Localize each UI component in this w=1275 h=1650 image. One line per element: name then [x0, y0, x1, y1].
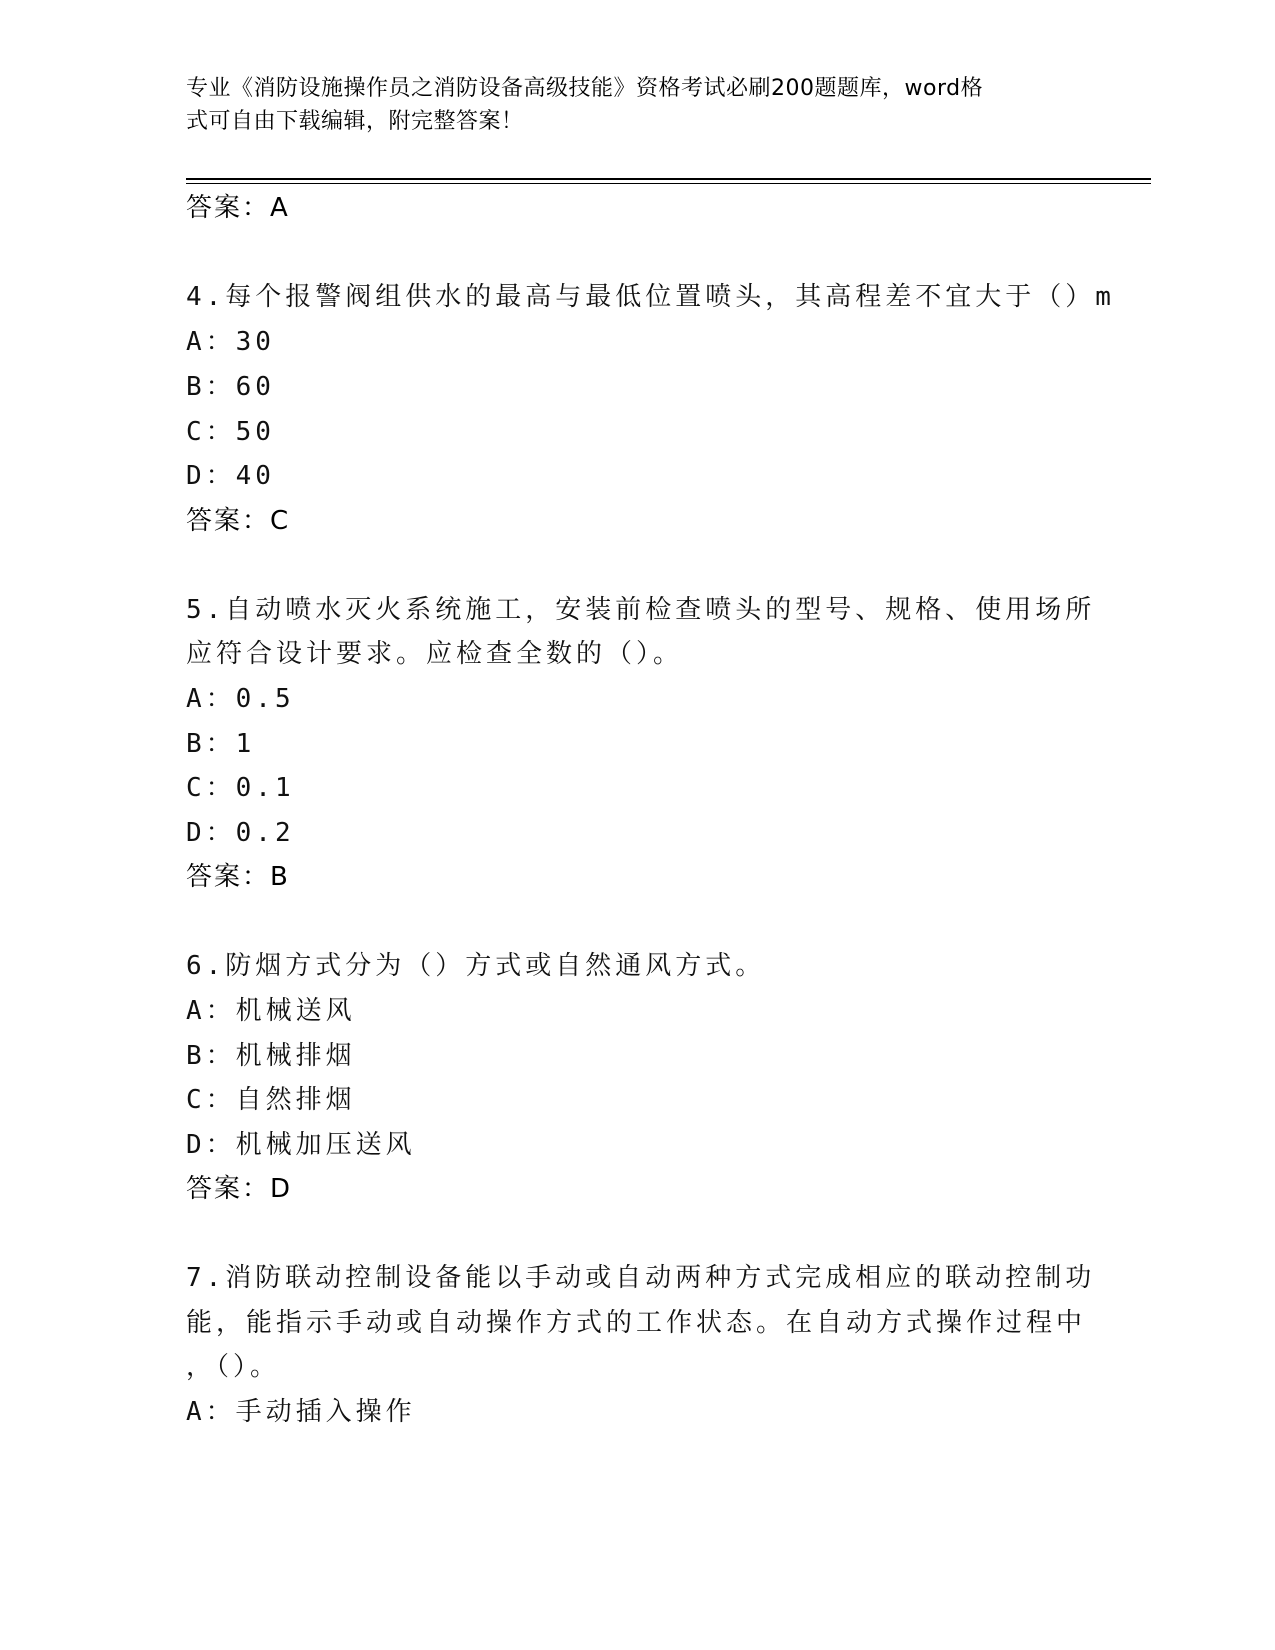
question-5-option-c: C：0.1	[186, 773, 295, 803]
question-5-option-a: A：0.5	[186, 684, 295, 714]
question-7-text-line-1: 7.消防联动控制设备能以手动或自动两种方式完成相应的联动控制功	[186, 1263, 1096, 1293]
question-4-answer: 答案：C	[186, 506, 291, 536]
question-4-option-c: C：50	[186, 417, 275, 447]
question-5-option-d: D：0.2	[186, 818, 295, 848]
header-rule-thin	[186, 183, 1151, 184]
question-5-option-b: B：1	[186, 729, 256, 759]
question-6-option-b: B：机械排烟	[186, 1041, 356, 1071]
question-7-text-line-2: 能，能指示手动或自动操作方式的工作状态。在自动方式操作过程中	[186, 1308, 1087, 1338]
question-4-text-line-1: 4.每个报警阀组供水的最高与最低位置喷头，其高程差不宜大于（）m	[186, 282, 1115, 312]
answer-prev: 答案：A	[186, 193, 290, 223]
question-6-option-a: A：机械送风	[186, 996, 356, 1026]
question-6-answer: 答案：D	[186, 1174, 293, 1204]
question-6-option-c: C：自然排烟	[186, 1085, 356, 1115]
header-line-1: 专业《消防设施操作员之消防设备高级技能》资格考试必刷200题题库，word格	[186, 76, 984, 101]
document-header	[186, 72, 1086, 138]
question-7-text-line-3: ，（）。	[186, 1352, 281, 1382]
question-7-option-a: A：手动插入操作	[186, 1397, 416, 1427]
question-5-answer: 答案：B	[186, 862, 290, 892]
question-6-text-line-1: 6.防烟方式分为（）方式或自然通风方式。	[186, 951, 766, 981]
question-4-option-b: B：60	[186, 372, 275, 402]
question-4-option-a: A：30	[186, 327, 275, 357]
question-5-text-line-1: 5.自动喷水灭火系统施工，安装前检查喷头的型号、规格、使用场所	[186, 595, 1096, 625]
header-rule-thick	[186, 178, 1151, 180]
header-line-2: 式可自由下载编辑，附完整答案！	[186, 109, 524, 134]
question-6-option-d: D：机械加压送风	[186, 1130, 416, 1160]
question-4-option-d: D：40	[186, 461, 275, 491]
question-5-text-line-2: 应符合设计要求。应检查全数的（）。	[186, 639, 684, 669]
